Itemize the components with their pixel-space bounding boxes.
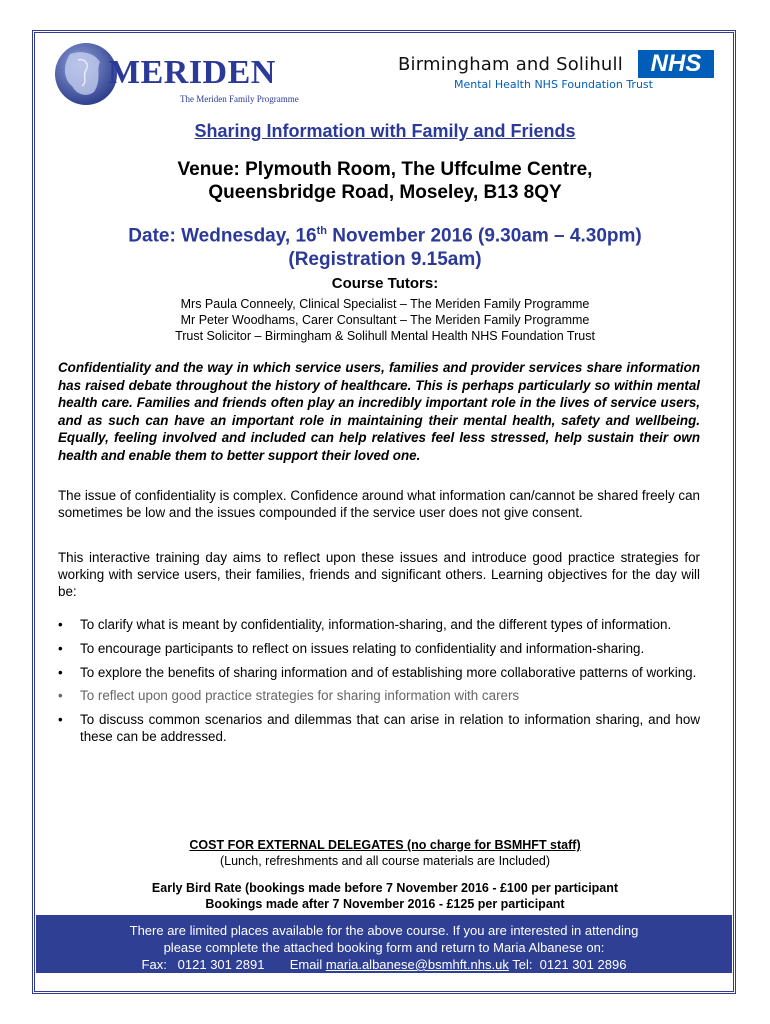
date-line	[40, 219, 730, 248]
bullet-icon: •	[58, 688, 63, 704]
list-item	[58, 617, 700, 634]
tutors-heading: Course Tutors:	[331, 275, 439, 292]
cost-inclusions: (Lunch, refreshments and all course materials are Included)	[219, 854, 551, 868]
trust-logo	[398, 46, 718, 96]
venue-line-2: Queensbridge Road, Moseley, B13 8QY	[208, 182, 562, 203]
tutor-item: Trust Solicitor – Birmingham & Solihull Mental Health NHS Foundation Trust	[175, 329, 595, 343]
bullet-icon: •	[58, 640, 63, 656]
meriden-tagline: The Meriden Family Programme	[180, 94, 299, 104]
date-prefix: Date: Wednesday, 16	[128, 225, 317, 247]
objective-text: To explore the benefits of sharing information and of establishing more collaborative patterns of working.	[80, 664, 697, 680]
fax-label: Fax: 0121 301 2891 Email	[141, 957, 326, 972]
registration-time: (Registration 9.15am)	[288, 249, 482, 271]
tutor-item: Mrs Paula Conneely, Clinical Specialist – The Meriden Family Programme	[180, 297, 590, 311]
tutor-item: Mr Peter Woodhams, Carer Consultant – The Meriden Family Programme	[180, 313, 590, 327]
early-bird-rate: Early Bird Rate (bookings made before 7 November 2016 - £100 per participant	[151, 881, 619, 895]
rates	[40, 880, 730, 912]
list-item	[58, 665, 700, 682]
objective-text: To reflect upon good practice strategies for sharing information with carers	[80, 688, 520, 704]
intro-paragraph: Confidentiality and the way in which service users, families and provider services share information has raised debate throughout the history of healthcare. This is perhaps particularly so within mental health care. Families and friends often play an incredibly important role in the lives of service users, and as such can have an important role in maintaining their mental health, safety and wellbeing. Equally, feeling involved and included can help relatives feel less stressed, help sustain their own health and enable them to better support their loved one.	[58, 360, 700, 463]
meriden-wordmark: MERIDEN	[108, 54, 276, 91]
bullet-icon: •	[58, 617, 63, 632]
tutors-list	[40, 296, 730, 344]
list-item	[58, 712, 700, 746]
footer-line-2: please complete the attached booking form and return to Maria Albanese on:	[163, 940, 605, 955]
list-item	[58, 641, 700, 658]
aims-paragraph: This interactive training day aims to reflect upon these issues and introduce good practice strategies for working with service users, their families, friends and significant others. Learning objectives for the day will be:	[58, 550, 700, 599]
cost-heading: COST FOR EXTERNAL DELEGATES (no charge for BSMHFT staff)	[189, 838, 581, 852]
list-item	[58, 688, 700, 705]
contact-line	[36, 956, 732, 973]
venue	[40, 158, 730, 204]
confidentiality-paragraph: The issue of confidentiality is complex. Confidence around what information can/cannot be shared freely can sometimes be low and the issues compounded if the service user does not give consent.	[58, 488, 700, 520]
late-rate: Bookings made after 7 November 2016 - £125 per participant	[205, 897, 565, 911]
nhs-badge: NHS	[638, 50, 714, 78]
footer-line-1: There are limited places available for the above course. If you are interested in attending	[129, 923, 639, 938]
trust-subtitle: Mental Health NHS Foundation Trust	[454, 78, 653, 91]
objectives-list	[58, 617, 700, 753]
bullet-icon: •	[58, 712, 63, 728]
tel-label: Tel: 0121 301 2896	[508, 957, 627, 972]
date-ordinal: th	[316, 225, 327, 237]
email-link[interactable]: maria.albanese@bsmhft.nhs.uk	[325, 957, 509, 972]
page-title: Sharing Information with Family and Friends	[194, 121, 576, 141]
bullet-icon: •	[58, 664, 63, 680]
objective-text: To encourage participants to reflect on issues relating to confidentiality and information-sharing.	[80, 640, 645, 656]
booking-footer	[36, 915, 732, 973]
event-date	[40, 219, 730, 272]
objective-text: To discuss common scenarios and dilemmas that can arise in relation to information sharing, and how these can be addressed.	[80, 712, 700, 744]
trust-name: Birmingham and Solihull	[398, 54, 623, 75]
meriden-logo	[50, 40, 320, 110]
objective-text: To clarify what is meant by confidentiality, information-sharing, and the different types of information.	[80, 617, 672, 632]
date-suffix: November 2016 (9.30am – 4.30pm)	[326, 225, 642, 247]
venue-line-1: Venue: Plymouth Room, The Uffculme Centre,	[177, 159, 593, 180]
